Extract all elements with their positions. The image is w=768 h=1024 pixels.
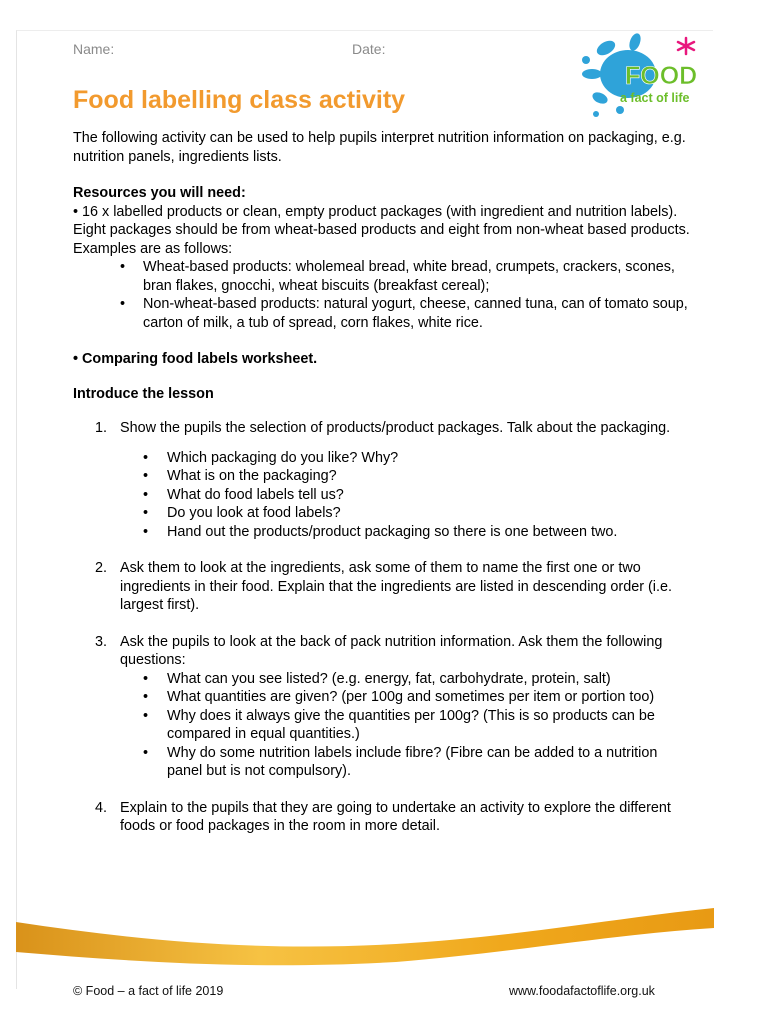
step-3-bullets	[73, 670, 693, 781]
list-item: • Hand out the products/product packaging so there is one between two.	[143, 523, 693, 542]
step-3	[73, 633, 693, 670]
step-number: 1.	[95, 420, 108, 436]
list-item: • What do food labels tell us?	[143, 486, 693, 505]
step-2	[73, 559, 693, 615]
intro-paragraph: The following activity can be used to help pupils interpret nutrition information on packaging, e.g. nutrition panels, ingredients lists.	[73, 130, 686, 165]
date-label: Date:	[352, 41, 386, 57]
step-1	[73, 419, 693, 438]
document-body	[73, 129, 693, 836]
resources-heading: Resources you will need:	[73, 185, 246, 201]
footer-copyright: © Food – a fact of life 2019	[73, 984, 224, 998]
step-text: Ask them to look at the ingredients, ask some of them to name the first one or two ingredients in their food. Explain that the ingredients are listed in descending order (i.e. largest first).	[120, 560, 672, 613]
logo-tagline-text: a fact of life	[620, 91, 690, 105]
worksheet-resource: • Comparing food labels worksheet.	[73, 351, 318, 367]
step-text: Show the pupils the selection of products/product packages. Talk about the packaging.	[120, 420, 671, 436]
lesson-heading: Introduce the lesson	[73, 385, 214, 402]
food-a-fact-of-life-logo	[580, 30, 712, 120]
step-number: 4.	[95, 799, 108, 816]
step-text: Ask the pupils to look at the back of pack nutrition information. Ask them the following questions:	[120, 633, 663, 668]
page-title: Food labelling class activity	[73, 86, 406, 114]
list-item: • Why do some nutrition labels include fibre? (Fibre can be added to a nutrition panel but is not compulsory).	[143, 744, 693, 781]
step-4	[73, 799, 693, 836]
list-item: • Wheat-based products: wholemeal bread, white bread, crumpets, crackers, scones, bran flakes, gnocchi, wheat biscuits (breakfast cereal);	[120, 258, 693, 295]
logo-food-text: FOOD	[625, 62, 698, 90]
examples-list	[120, 258, 693, 332]
step-1-bullets	[73, 449, 693, 542]
footer-url[interactable]: www.foodafactoflife.org.uk	[509, 984, 655, 998]
list-item: • What is on the packaging?	[143, 467, 693, 486]
list-item: • What quantities are given? (per 100g and sometimes per item or portion too)	[143, 688, 693, 707]
decorative-wave	[16, 900, 714, 970]
resources-item: • 16 x labelled products or clean, empty product packages (with ingredient and nutrition labels). Eight packages should be from wheat-based products and eight from non-wheat based products. Examples are as follows:	[73, 203, 690, 257]
list-item: • Do you look at food labels?	[143, 504, 693, 523]
step-number: 3.	[95, 633, 108, 650]
name-label: Name:	[73, 41, 115, 57]
pink-asterisk-icon	[678, 38, 694, 54]
list-item: • Which packaging do you like? Why?	[143, 449, 693, 468]
list-item: • Non-wheat-based products: natural yogurt, cheese, canned tuna, can of tomato soup, carton of milk, a tub of spread, corn flakes, white rice.	[120, 295, 693, 332]
list-item: • What can you see listed? (e.g. energy, fat, carbohydrate, protein, salt)	[143, 670, 693, 689]
list-item: • Why does it always give the quantities per 100g? (This is so products can be compared in equal quantities.)	[143, 707, 693, 744]
step-number: 2.	[95, 560, 108, 576]
step-text: Explain to the pupils that they are going to undertake an activity to explore the different foods or food packages in the room in more detail.	[120, 799, 671, 834]
